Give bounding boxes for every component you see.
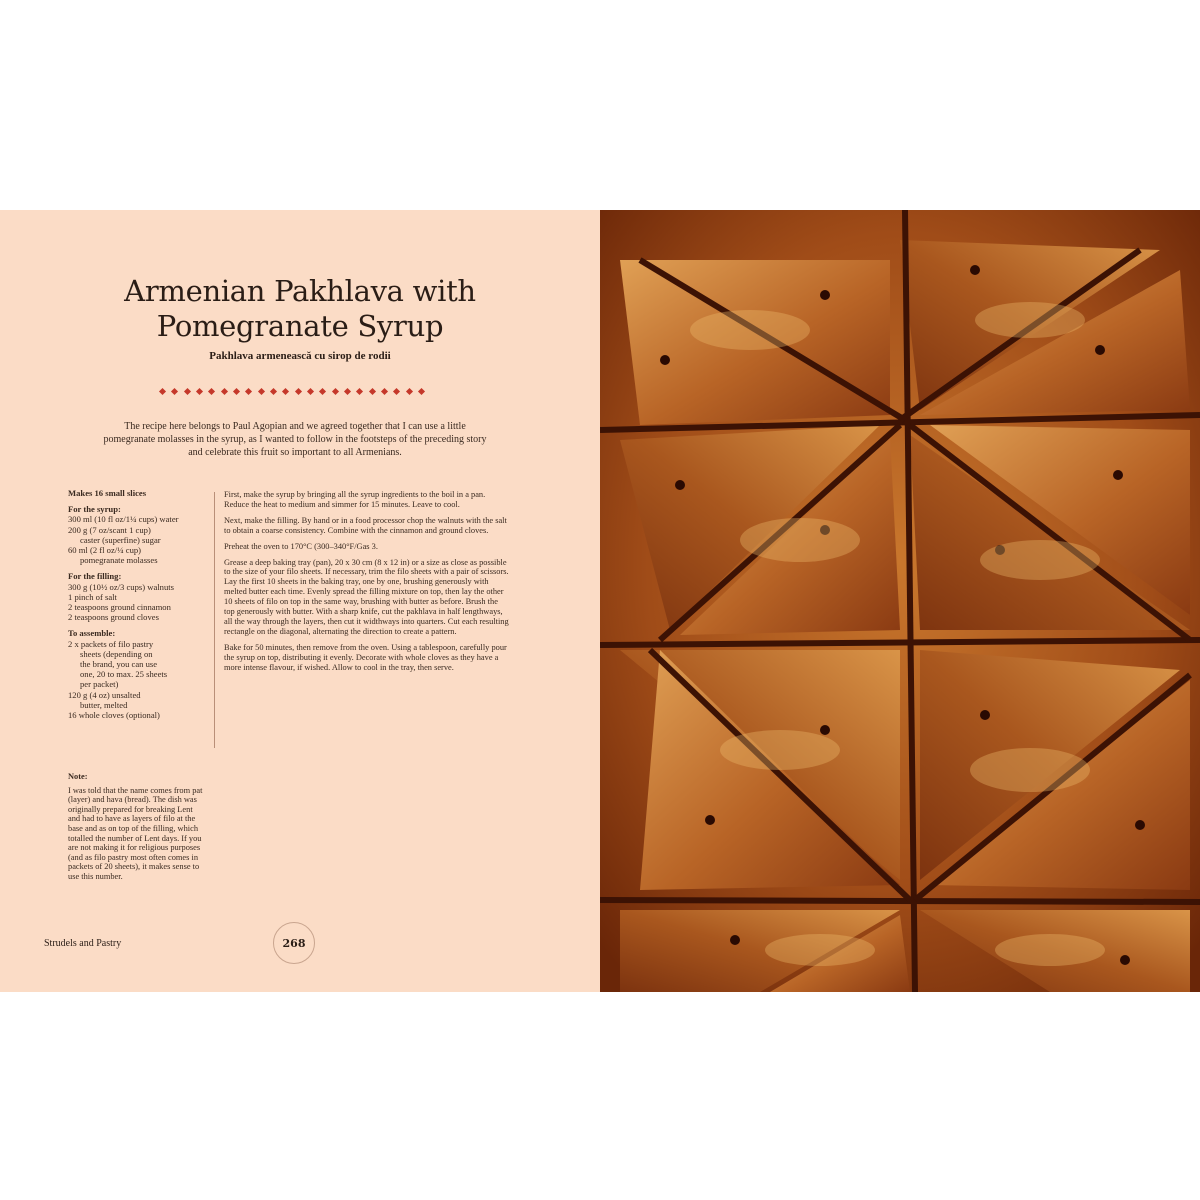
- ingredient-line: one, 20 to max. 25 sheets: [80, 669, 168, 680]
- diamond-icon: [406, 387, 413, 394]
- ingredient-line: 300 ml (10 fl oz/1¼ cups) water: [68, 514, 179, 525]
- yield-label: Makes 16 small slices: [68, 488, 147, 498]
- recipe-title: [40, 274, 560, 344]
- recipe-title-line-1: Armenian Pakhlava with: [124, 274, 476, 308]
- ingredient-line: 1 pinch of salt: [68, 591, 117, 602]
- diamond-icon: [332, 387, 339, 394]
- diamond-icon: [233, 387, 240, 394]
- ingredient-line: 200 g (7 oz/scant 1 cup): [68, 524, 151, 535]
- ingredient-line: 2 teaspoons ground cloves: [68, 612, 159, 623]
- pakhlava-photo: [600, 210, 1200, 992]
- ingredient-line: per packet): [80, 679, 119, 690]
- method-step: Next, make the filling. By hand or in a food processor chop the walnuts with the salt to obtain a coarse consistency. Combine with the cinnamon and ground cloves.: [224, 515, 507, 535]
- ingredient-line: caster (superfine) sugar: [80, 534, 161, 545]
- diamond-icon: [171, 387, 178, 394]
- ingredient-line: pomegranate molasses: [80, 555, 158, 566]
- filling-heading: For the filling:: [68, 571, 122, 582]
- diamond-icon: [258, 387, 265, 394]
- diamond-icon: [282, 387, 289, 394]
- page-number: 268: [273, 922, 315, 964]
- method-step: First, make the syrup by bringing all the syrup ingredients to the boil in a pan. Reduce the heat to medium and simmer for 15 minutes. Leave to cool.: [224, 490, 486, 509]
- recipe-title-line-2: Pomegranate Syrup: [156, 309, 444, 343]
- diamond-icon: [196, 387, 203, 394]
- ingredient-line: 300 g (10½ oz/3 cups) walnuts: [68, 581, 174, 592]
- ingredients-list: [68, 488, 208, 720]
- method-steps: [224, 490, 510, 679]
- diamond-icon: [418, 387, 425, 394]
- section-name: Strudels and Pastry: [44, 938, 122, 949]
- ingredient-line: 2 x packets of filo pastry: [68, 638, 154, 649]
- left-page: [0, 210, 600, 992]
- ingredient-line: the brand, you can use: [80, 659, 158, 670]
- method-step: Grease a deep baking tray (pan), 20 x 30 cm (8 x 12 in) or a size as close as possible to the size of your filo sheets. If necessary, trim the filo sheets with a pair of scissors. Lay the first 10 sheets in the baking tray, one by one, brushing generously with melted butter each time. Evenly spread the filling mixture on top, then lay the other 10 sheets of filo on top in the same way, brushing with butter as before. Brush the top generously with butter. With a sharp knife, cut the pakhlava in half lengthways, all the way through the layers, then cut it widthways into quarters. Cut each resulting rectangle on the diagonal, alternating the direction to create a pattern.: [224, 557, 509, 636]
- diamond-icon: [307, 387, 314, 394]
- ornament-divider: [160, 386, 424, 396]
- assemble-heading: To assemble:: [68, 628, 116, 639]
- diamond-icon: [208, 387, 215, 394]
- diamond-icon: [245, 387, 252, 394]
- note-text: I was told that the name comes from pat (layer) and hava (bread). The dish was originally prepared for breaking Lent and had to have as layers of filo at the base and as on top of the filling, which totalled the number of Lent days. If you are not making it for religious purposes (and as filo pastry most often comes in packets of 20 sheets), it makes sense to use this number.: [68, 785, 203, 881]
- method-step: Preheat the oven to 170°C (300–340°F/Gas 3.: [224, 541, 378, 551]
- ingredient-line: 16 whole cloves (optional): [68, 710, 160, 721]
- ingredient-line: 2 teaspoons ground cinnamon: [68, 602, 171, 613]
- diamond-icon: [369, 387, 376, 394]
- diamond-icon: [381, 387, 388, 394]
- diamond-icon: [393, 387, 400, 394]
- diamond-icon: [319, 387, 326, 394]
- ingredient-line: sheets (depending on: [80, 648, 153, 659]
- diamond-icon: [356, 387, 363, 394]
- diamond-icon: [159, 387, 166, 394]
- column-divider: [214, 492, 215, 748]
- note-heading: Note:: [68, 772, 88, 781]
- recipe-intro: The recipe here belongs to Paul Agopian and we agreed together that I can use a little pomegranate molasses in the syrup, as I wanted to follow in the footsteps of the preceding story and celebrate this fruit so important to all Armenians.: [103, 421, 487, 458]
- syrup-heading: For the syrup:: [68, 504, 121, 515]
- diamond-icon: [184, 387, 191, 394]
- method-step: Bake for 50 minutes, then remove from the oven. Using a tablespoon, carefully pour the syrup on top, distributing it evenly. Decorate with whole cloves as they have a more intense flavour, if wished. Allow to cool in the tray, then serve.: [224, 642, 507, 672]
- ingredient-line: butter, melted: [80, 699, 128, 710]
- diamond-icon: [344, 387, 351, 394]
- ingredient-line: 60 ml (2 fl oz/¼ cup): [68, 545, 142, 556]
- recipe-subtitle: Pakhlava armenească cu sirop de rodii: [209, 350, 391, 362]
- diamond-icon: [221, 387, 228, 394]
- book-spread: [0, 210, 1200, 992]
- right-page: [600, 210, 1200, 992]
- diamond-icon: [270, 387, 277, 394]
- recipe-note: [68, 772, 206, 882]
- ingredient-line: 120 g (4 oz) unsalted: [68, 689, 141, 700]
- diamond-icon: [295, 387, 302, 394]
